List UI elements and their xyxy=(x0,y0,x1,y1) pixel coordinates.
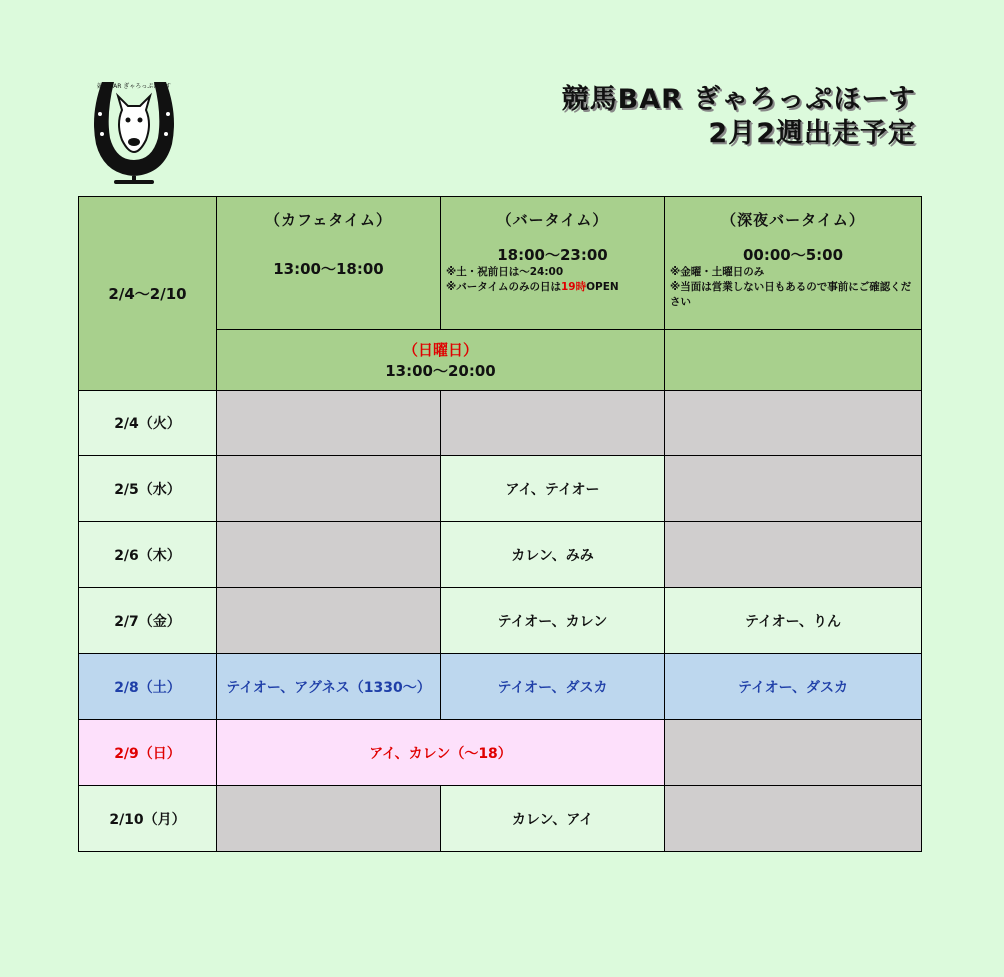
date-cell: 2/5（水） xyxy=(79,456,217,522)
cafe-cell: テイオー、アグネス（1330～） xyxy=(217,654,441,720)
horseshoe-logo-icon xyxy=(88,74,180,186)
bar-cell: テイオー、ダスカ xyxy=(441,654,665,720)
late-cell xyxy=(665,456,922,522)
late-cell xyxy=(665,786,922,852)
date-cell: 2/9（日） xyxy=(79,720,217,786)
bar-cell: カレン、アイ xyxy=(441,786,665,852)
cafe-header xyxy=(217,197,441,330)
late-cell xyxy=(665,391,922,456)
cafe-cell xyxy=(217,588,441,654)
bar-note-2: ※バータイムのみの日は19時OPEN xyxy=(446,281,619,293)
bar-cell: アイ、テイオー xyxy=(441,456,665,522)
sunday-label: （日曜日） xyxy=(402,341,478,359)
title-line-1: 競馬BAR ぎゃろっぷほーす xyxy=(561,84,916,115)
logo-text: 競馬BAR ぎゃろっぷほーす xyxy=(97,83,171,90)
late-cell: テイオー、ダスカ xyxy=(665,654,922,720)
table-row xyxy=(79,456,922,522)
sunday-merged-cell: アイ、カレン（～18） xyxy=(217,720,665,786)
table-row xyxy=(79,391,922,456)
cafe-cell xyxy=(217,522,441,588)
week-range: 2/4～2/10 xyxy=(108,285,187,303)
date-cell: 2/6（木） xyxy=(79,522,217,588)
late-label: （深夜バータイム） xyxy=(721,211,865,229)
date-cell: 2/4（火） xyxy=(79,391,217,456)
bar-cell xyxy=(441,391,665,456)
late-note-1: ※金曜・土曜日のみ xyxy=(670,266,765,278)
late-cell: テイオー、りん xyxy=(665,588,922,654)
cafe-cell xyxy=(217,456,441,522)
table-row xyxy=(79,786,922,852)
late-time: 00:00～5:00 xyxy=(742,246,844,264)
bar-cell: テイオー、カレン xyxy=(441,588,665,654)
schedule-table xyxy=(78,196,922,852)
sunday-time: 13:00～20:00 xyxy=(385,362,496,380)
cafe-label: （カフェタイム） xyxy=(265,211,392,229)
table-row xyxy=(79,588,922,654)
bar-header xyxy=(441,197,665,330)
bar-cell: カレン、みみ xyxy=(441,522,665,588)
bar-label: （バータイム） xyxy=(496,211,609,229)
cafe-cell xyxy=(217,391,441,456)
table-row xyxy=(79,654,922,720)
cafe-cell xyxy=(217,786,441,852)
table-row xyxy=(79,522,922,588)
cafe-time: 13:00～18:00 xyxy=(273,260,384,278)
week-range-cell xyxy=(79,197,217,391)
date-cell: 2/7（金） xyxy=(79,588,217,654)
bar-note-1: ※土・祝前日は～24:00 xyxy=(446,266,564,278)
late-cell xyxy=(665,720,922,786)
sunday-late-cell xyxy=(665,330,922,391)
late-cell xyxy=(665,522,922,588)
date-cell: 2/10（月） xyxy=(79,786,217,852)
table-row xyxy=(79,720,922,786)
page-title xyxy=(562,83,916,151)
sunday-header xyxy=(217,330,665,391)
title-line-2: 2月2週出走予定 xyxy=(708,118,916,149)
date-cell: 2/8（土） xyxy=(79,654,217,720)
late-header xyxy=(665,197,922,330)
bar-time: 18:00～23:00 xyxy=(497,246,608,264)
late-note-2: ※当面は営業しない日もあるので事前にご確認ください xyxy=(670,281,912,308)
table-header-row xyxy=(79,197,922,330)
